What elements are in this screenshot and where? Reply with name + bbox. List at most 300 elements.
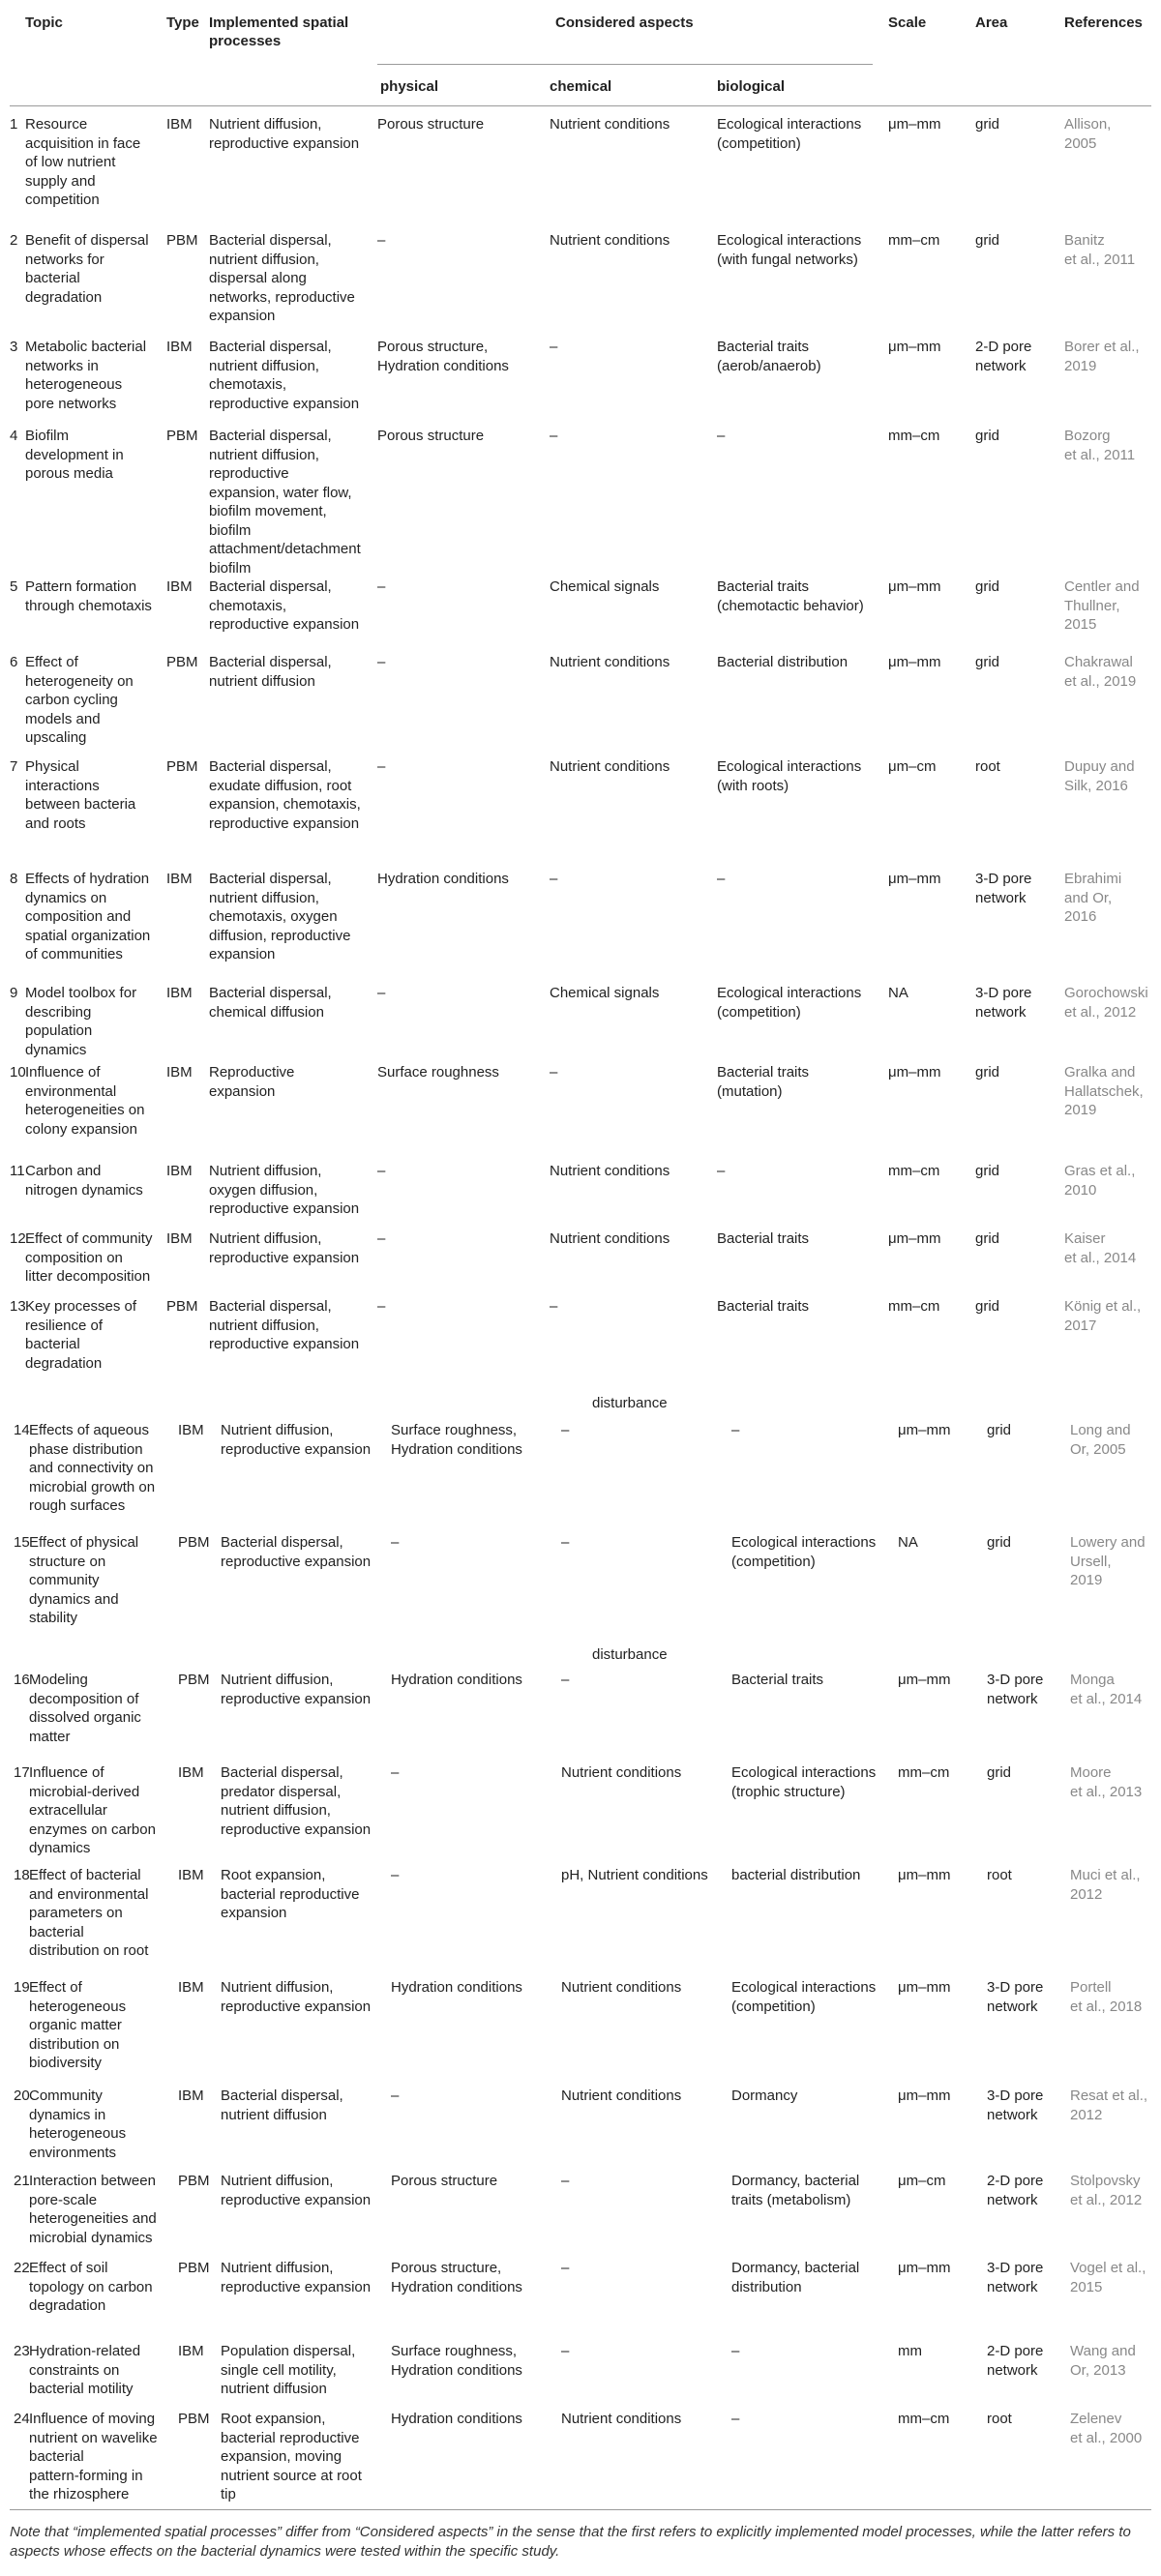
- cell-chem: –: [550, 428, 558, 444]
- cell-proc: nutrient diffusion: [221, 2106, 327, 2123]
- cell-proc: Nutrient diffusion,: [221, 2173, 334, 2189]
- cell-topic: composition and: [25, 908, 132, 925]
- cell-num: 24: [14, 2411, 30, 2427]
- cell-type: IBM: [166, 871, 193, 887]
- cell-topic: the rhizosphere: [29, 2486, 130, 2502]
- cell-area: 3-D pore: [975, 871, 1032, 887]
- cell-topic: models and: [25, 710, 101, 727]
- cell-topic: dynamics on: [25, 889, 107, 906]
- cell-proc: nutrient diffusion: [209, 672, 315, 690]
- cell-topic: bacterial: [25, 1336, 80, 1352]
- cell-proc: diffusion, reproductive: [209, 927, 351, 944]
- cell-area: 3-D pore: [987, 1672, 1044, 1688]
- cell-topic: composition on: [25, 1249, 123, 1266]
- cell-topic: constraints on: [29, 2361, 120, 2379]
- cell-bio: –: [731, 2411, 740, 2427]
- cell-topic: heterogeneous: [29, 1998, 127, 2015]
- header-physical: physical: [380, 78, 439, 95]
- cell-topic: microbial dynamics: [29, 2229, 153, 2246]
- cell-ref: et al., 2000: [1070, 2429, 1143, 2446]
- cell-topic: Effect of: [29, 1979, 82, 1996]
- cell-proc: nutrient diffusion,: [209, 889, 319, 906]
- cell-bio: (with roots): [717, 777, 789, 794]
- cell-ref: et al., 2013: [1070, 1783, 1143, 1800]
- cell-type: PBM: [178, 1672, 210, 1688]
- cell-topic: and environmental: [29, 1885, 149, 1903]
- cell-ref: et al., 2014: [1064, 1249, 1137, 1266]
- cell-proc: biofilm: [209, 559, 252, 577]
- cell-topic: Influence of: [29, 1764, 104, 1781]
- cell-proc: Bacterial dispersal,: [209, 428, 332, 444]
- cell-ref: Bozorg: [1064, 428, 1111, 444]
- cell-area: 3-D pore: [987, 1979, 1044, 1996]
- cell-bio: Ecological interactions: [717, 985, 862, 1001]
- cell-proc: reproductive expansion: [209, 616, 360, 633]
- cell-phys: –: [377, 985, 386, 1001]
- cell-ref: et al., 2019: [1064, 672, 1137, 690]
- cell-proc: reproductive expansion: [221, 1690, 372, 1707]
- cell-phys: –: [377, 232, 386, 249]
- cell-proc: reproductive expansion: [221, 1553, 372, 1570]
- cell-topic: matter: [29, 1728, 71, 1745]
- cell-proc: expansion, moving: [221, 2448, 342, 2465]
- cell-bio: Dormancy: [731, 2087, 798, 2104]
- cell-phys: –: [391, 1867, 400, 1883]
- cell-chem: –: [561, 1534, 570, 1551]
- cell-proc: tip: [221, 2486, 236, 2502]
- cell-phys: Hydration conditions: [391, 2411, 522, 2427]
- cell-bio: (competition): [717, 134, 801, 152]
- cell-type: IBM: [166, 1064, 193, 1081]
- cell-proc: Nutrient diffusion,: [221, 2260, 334, 2276]
- cell-phys: Hydration conditions: [391, 2361, 522, 2379]
- cell-topic: Resource: [25, 116, 88, 133]
- cell-topic: distribution on: [29, 2035, 120, 2053]
- cell-proc: networks, reproductive: [209, 288, 355, 306]
- cell-phys: Hydration conditions: [391, 2278, 522, 2295]
- cell-topic: pore-scale: [29, 2191, 98, 2208]
- cell-proc: Bacterial dispersal,: [209, 232, 332, 249]
- cell-type: IBM: [166, 116, 193, 133]
- cell-phys: –: [377, 758, 386, 775]
- cell-phys: –: [377, 654, 386, 670]
- cell-phys: Porous structure: [377, 116, 485, 133]
- cell-area: network: [987, 2191, 1038, 2208]
- cell-area: grid: [975, 654, 1000, 670]
- cell-ref: Gorochowski: [1064, 985, 1148, 1001]
- cell-proc: Bacterial dispersal,: [221, 1764, 343, 1781]
- cell-type: PBM: [166, 428, 198, 444]
- cell-proc: reproductive expansion: [209, 1200, 360, 1217]
- cell-proc: Bacterial dispersal,: [209, 654, 332, 670]
- cell-proc: Bacterial dispersal,: [209, 871, 332, 887]
- cell-topic: heterogeneities on: [25, 1102, 145, 1118]
- cell-ref: 2019: [1064, 357, 1097, 374]
- cell-proc: reproductive expansion: [221, 2191, 372, 2208]
- cell-chem: Nutrient conditions: [550, 654, 670, 670]
- cell-phys: Porous structure: [377, 428, 485, 444]
- cell-topic: bacterial: [29, 2448, 84, 2465]
- cell-bio: Bacterial traits: [731, 1672, 824, 1688]
- cell-topic: bacterial: [25, 270, 80, 286]
- cell-chem: Chemical signals: [550, 985, 660, 1001]
- cell-num: 2: [10, 232, 18, 249]
- cell-chem: Chemical signals: [550, 578, 660, 595]
- cell-topic: decomposition of: [29, 1690, 139, 1707]
- cell-proc: dispersal along: [209, 270, 307, 286]
- cell-topic: heterogeneities and: [29, 2210, 157, 2227]
- cell-chem: Nutrient conditions: [550, 232, 670, 249]
- cell-topic: litter decomposition: [25, 1268, 151, 1285]
- cell-ref: Muci et al.,: [1070, 1867, 1141, 1883]
- cell-proc: Bacterial dispersal,: [221, 1534, 343, 1551]
- cell-ref: Monga: [1070, 1672, 1115, 1688]
- cell-ref: Resat et al.,: [1070, 2087, 1148, 2104]
- cell-ref: 2012: [1070, 2106, 1103, 2123]
- cell-num: 1: [10, 116, 18, 133]
- cell-topic: structure on: [29, 1553, 106, 1570]
- cell-area: 3-D pore: [987, 2087, 1044, 2104]
- cell-area: grid: [975, 116, 1000, 133]
- cell-ref: et al., 2012: [1064, 1003, 1137, 1021]
- cell-chem: Nutrient conditions: [550, 758, 670, 775]
- cell-ref: Kaiser: [1064, 1230, 1106, 1247]
- cell-ref: 2015: [1070, 2278, 1103, 2295]
- cell-proc: expansion: [221, 1905, 287, 1921]
- cell-proc: Bacterial dispersal,: [209, 578, 332, 595]
- cell-phys: Hydration conditions: [391, 1979, 522, 1996]
- cell-topic: networks for: [25, 251, 104, 268]
- cell-type: PBM: [166, 232, 198, 249]
- cell-topic: community: [29, 1572, 100, 1588]
- cell-bio: (mutation): [717, 1082, 783, 1100]
- cell-proc: attachment/detachment: [209, 541, 361, 557]
- cell-area: root: [975, 758, 1000, 775]
- cell-proc: predator dispersal,: [221, 1783, 342, 1800]
- cell-proc: reproductive expansion: [221, 1440, 372, 1458]
- cell-ref: Wang and: [1070, 2343, 1136, 2359]
- cell-type: IBM: [178, 1764, 204, 1781]
- cell-topic: heterogeneous: [29, 2125, 127, 2142]
- cell-chem: Nutrient conditions: [561, 1979, 682, 1996]
- cell-proc: reproductive expansion: [221, 1821, 372, 1838]
- cell-proc: expansion: [209, 946, 276, 962]
- cell-topic: colony expansion: [25, 1120, 137, 1138]
- cell-bio: Ecological interactions: [717, 758, 862, 775]
- cell-chem: Nutrient conditions: [550, 1230, 670, 1247]
- cell-topic: dissolved organic: [29, 1709, 141, 1726]
- stray-disturbance-1: disturbance: [592, 1395, 668, 1411]
- cell-phys: Hydration conditions: [391, 1440, 522, 1458]
- cell-topic: Influence of moving: [29, 2411, 156, 2427]
- cell-topic: and roots: [25, 814, 86, 832]
- cell-bio: (aerob/anaerob): [717, 357, 821, 374]
- cell-topic: and connectivity on: [29, 1460, 154, 1476]
- cell-type: PBM: [166, 654, 198, 670]
- cell-topic: pattern-forming in: [29, 2467, 143, 2484]
- cell-num: 6: [10, 654, 18, 670]
- cell-num: 14: [14, 1422, 30, 1438]
- cell-num: 15: [14, 1534, 30, 1551]
- cell-topic: dynamics: [29, 1840, 91, 1856]
- cell-scale: μm–mm: [888, 116, 941, 133]
- cell-topic: organic matter: [29, 2017, 122, 2033]
- cell-topic: Model toolbox for: [25, 985, 137, 1001]
- cell-proc: Nutrient diffusion,: [209, 1163, 322, 1179]
- cell-chem: pH, Nutrient conditions: [561, 1867, 708, 1883]
- cell-ref: Lowery and: [1070, 1534, 1146, 1551]
- cell-type: IBM: [166, 578, 193, 595]
- cell-chem: –: [561, 2343, 570, 2359]
- cell-topic: Community: [29, 2087, 103, 2104]
- cell-proc: reproductive expansion: [209, 1336, 360, 1352]
- cell-scale: μm–mm: [888, 654, 941, 670]
- cell-topic: networks in: [25, 357, 99, 374]
- header-area: Area: [975, 15, 1008, 31]
- cell-scale: μm–mm: [888, 339, 941, 355]
- cell-topic: Physical: [25, 758, 79, 775]
- cell-proc: expansion: [209, 1082, 276, 1100]
- cell-topic: environmental: [25, 1082, 117, 1100]
- cell-type: IBM: [178, 1979, 204, 1996]
- cell-proc: Population dispersal,: [221, 2343, 356, 2359]
- cell-area: grid: [975, 1064, 1000, 1081]
- cell-phys: Porous structure,: [377, 339, 489, 355]
- cell-topic: interactions: [25, 777, 100, 794]
- cell-type: IBM: [178, 1867, 204, 1883]
- cell-area: grid: [987, 1534, 1012, 1551]
- cell-proc: nutrient diffusion,: [221, 1802, 331, 1819]
- cell-topic: enzymes on carbon: [29, 1821, 156, 1838]
- cell-bio: Ecological interactions: [731, 1979, 877, 1996]
- cell-proc: nutrient diffusion,: [209, 1317, 319, 1334]
- cell-ref: et al., 2011: [1064, 251, 1136, 268]
- cell-topic: extracellular: [29, 1802, 107, 1819]
- cell-proc: reproductive expansion: [221, 1998, 372, 2015]
- cell-num: 20: [14, 2087, 30, 2104]
- cell-proc: expansion: [209, 308, 276, 324]
- cell-bio: Bacterial traits: [717, 1230, 810, 1247]
- cell-type: IBM: [178, 2343, 204, 2359]
- cell-phys: Hydration conditions: [377, 357, 509, 374]
- cell-chem: –: [550, 1298, 558, 1315]
- cell-proc: reproductive expansion: [209, 1249, 360, 1266]
- cell-topic: degradation: [25, 1354, 103, 1372]
- header-subrule: [377, 64, 873, 65]
- cell-topic: degradation: [25, 288, 103, 306]
- cell-phys: –: [377, 578, 386, 595]
- cell-topic: population: [25, 1022, 93, 1039]
- cell-num: 5: [10, 578, 18, 595]
- cell-proc: biofilm: [209, 521, 252, 539]
- cell-proc: expansion, chemotaxis,: [209, 796, 361, 813]
- cell-proc: biofilm movement,: [209, 503, 327, 519]
- cell-proc: nutrient diffusion,: [209, 357, 319, 374]
- cell-type: PBM: [178, 2260, 210, 2276]
- cell-ref: 2019: [1070, 1572, 1103, 1588]
- cell-ref: Thullner,: [1064, 597, 1120, 614]
- cell-phys: Hydration conditions: [391, 1672, 522, 1688]
- cell-topic: acquisition in face: [25, 134, 141, 152]
- cell-scale: NA: [898, 1534, 918, 1551]
- cell-area: grid: [975, 232, 1000, 249]
- cell-topic: distribution on root: [29, 1942, 149, 1959]
- cell-scale: μm–mm: [888, 578, 941, 595]
- cell-area: 2-D pore: [975, 339, 1032, 355]
- cell-num: 7: [10, 758, 18, 775]
- cell-type: PBM: [178, 1534, 210, 1551]
- cell-scale: μm–mm: [898, 2087, 951, 2104]
- cell-proc: reproductive: [209, 465, 289, 482]
- cell-chem: –: [561, 2173, 570, 2189]
- cell-topic: environments: [29, 2144, 117, 2161]
- cell-area: grid: [975, 578, 1000, 595]
- cell-scale: mm: [898, 2343, 922, 2359]
- cell-proc: Bacterial dispersal,: [209, 758, 332, 775]
- cell-chem: Nutrient conditions: [550, 116, 670, 133]
- cell-area: 2-D pore: [987, 2173, 1044, 2189]
- cell-proc: Bacterial dispersal,: [209, 985, 332, 1001]
- cell-ref: Dupuy and: [1064, 758, 1135, 775]
- cell-topic: parameters on: [29, 1905, 123, 1921]
- cell-bio: Dormancy, bacterial: [731, 2173, 860, 2189]
- cell-ref: 2010: [1064, 1181, 1097, 1199]
- cell-num: 18: [14, 1867, 30, 1883]
- cell-proc: bacterial reproductive: [221, 2429, 360, 2446]
- cell-ref: Vogel et al.,: [1070, 2260, 1146, 2276]
- cell-proc: chemotaxis,: [209, 597, 287, 614]
- cell-bio: (with fungal networks): [717, 251, 858, 268]
- cell-topic: development in: [25, 446, 124, 463]
- cell-proc: reproductive expansion: [221, 2278, 372, 2295]
- cell-chem: Nutrient conditions: [561, 2087, 682, 2104]
- cell-topic: Key processes of: [25, 1298, 137, 1315]
- cell-ref: 2017: [1064, 1317, 1097, 1334]
- cell-bio: Bacterial distribution: [717, 654, 848, 670]
- cell-area: grid: [975, 1298, 1000, 1315]
- cell-bio: (competition): [731, 1553, 816, 1570]
- cell-scale: mm–cm: [898, 2411, 950, 2427]
- cell-proc: Reproductive: [209, 1064, 295, 1081]
- cell-scale: mm–cm: [888, 232, 940, 249]
- cell-area: network: [975, 1003, 1027, 1021]
- cell-ref: Hallatschek,: [1064, 1082, 1144, 1100]
- cell-bio: traits (metabolism): [731, 2191, 851, 2208]
- cell-num: 16: [14, 1672, 30, 1688]
- cell-topic: Effect of soil: [29, 2260, 108, 2276]
- cell-phys: –: [377, 1298, 386, 1315]
- cell-topic: biodiversity: [29, 2055, 103, 2071]
- cell-phys: Porous structure,: [391, 2260, 502, 2276]
- cell-proc: chemotaxis, oxygen: [209, 908, 338, 925]
- cell-type: PBM: [166, 1298, 198, 1315]
- cell-phys: Hydration conditions: [377, 871, 509, 887]
- cell-bio: (competition): [731, 1998, 816, 2015]
- cell-ref: Or, 2013: [1070, 2361, 1126, 2379]
- cell-proc: Nutrient diffusion,: [221, 1979, 334, 1996]
- cell-topic: Effects of hydration: [25, 871, 150, 887]
- cell-type: PBM: [178, 2411, 210, 2427]
- cell-num: 3: [10, 339, 18, 355]
- cell-topic: Effect of physical: [29, 1534, 139, 1551]
- cell-ref: Chakrawal: [1064, 654, 1133, 670]
- cell-area: 2-D pore: [987, 2343, 1044, 2359]
- cell-proc: Nutrient diffusion,: [221, 1672, 334, 1688]
- cell-ref: Gras et al.,: [1064, 1163, 1136, 1179]
- cell-topic: Pattern formation: [25, 578, 137, 595]
- cell-topic: topology on carbon: [29, 2278, 153, 2295]
- cell-proc: chemotaxis,: [209, 376, 287, 393]
- cell-proc: nutrient diffusion,: [209, 251, 319, 268]
- cell-area: grid: [987, 1764, 1012, 1781]
- cell-proc: chemical diffusion: [209, 1003, 324, 1021]
- cell-area: grid: [987, 1422, 1012, 1438]
- cell-proc: reproductive expansion: [209, 395, 360, 412]
- cell-ref: Stolpovsky: [1070, 2173, 1141, 2189]
- cell-topic: Effect of: [25, 654, 78, 670]
- cell-phys: –: [377, 1163, 386, 1179]
- cell-type: IBM: [166, 1163, 193, 1179]
- cell-scale: μm–mm: [898, 1979, 951, 1996]
- cell-topic: dynamics and: [29, 1590, 119, 1608]
- cell-scale: mm–cm: [888, 1298, 940, 1315]
- header-references: References: [1064, 15, 1143, 31]
- cell-bio: –: [731, 2343, 740, 2359]
- cell-ref: et al., 2014: [1070, 1690, 1143, 1707]
- cell-proc: exudate diffusion, root: [209, 777, 352, 794]
- cell-ref: 2015: [1064, 616, 1097, 633]
- cell-topic: degradation: [29, 2297, 106, 2314]
- cell-topic: Effect of bacterial: [29, 1867, 141, 1883]
- cell-chem: –: [550, 1064, 558, 1081]
- cell-phys: –: [391, 1534, 400, 1551]
- cell-type: IBM: [166, 985, 193, 1001]
- cell-num: 22: [14, 2260, 30, 2276]
- cell-bio: –: [717, 428, 726, 444]
- cell-proc: Root expansion,: [221, 2411, 326, 2427]
- cell-ref: Moore: [1070, 1764, 1112, 1781]
- cell-scale: μm–mm: [888, 1230, 941, 1247]
- cell-type: IBM: [178, 1422, 204, 1438]
- cell-scale: μm–mm: [888, 1064, 941, 1081]
- cell-scale: μm–cm: [898, 2173, 946, 2189]
- cell-num: 23: [14, 2343, 30, 2359]
- cell-topic: of low nutrient: [25, 154, 116, 170]
- cell-ref: Centler and: [1064, 578, 1140, 595]
- header-chemical: chemical: [550, 78, 612, 95]
- cell-topic: competition: [25, 192, 100, 208]
- cell-topic: between bacteria: [25, 796, 136, 813]
- cell-ref: 2016: [1064, 908, 1097, 925]
- cell-topic: Effects of aqueous: [29, 1422, 149, 1438]
- cell-area: 3-D pore: [975, 985, 1032, 1001]
- cell-proc: Bacterial dispersal,: [209, 339, 332, 355]
- cell-bio: bacterial distribution: [731, 1867, 861, 1883]
- cell-ref: 2005: [1064, 134, 1097, 152]
- cell-scale: μm–mm: [898, 2260, 951, 2276]
- header-scale: Scale: [888, 15, 927, 31]
- cell-ref: et al., 2011: [1064, 446, 1136, 463]
- cell-proc: oxygen diffusion,: [209, 1181, 318, 1199]
- cell-proc: nutrient diffusion,: [209, 446, 319, 463]
- cell-topic: nitrogen dynamics: [25, 1181, 143, 1199]
- cell-bio: Bacterial traits: [717, 1064, 810, 1081]
- cell-topic: carbon cycling: [25, 692, 118, 708]
- cell-num: 19: [14, 1979, 30, 1996]
- cell-topic: heterogeneity on: [25, 672, 134, 690]
- cell-num: 10: [10, 1064, 26, 1081]
- cell-num: 17: [14, 1764, 30, 1781]
